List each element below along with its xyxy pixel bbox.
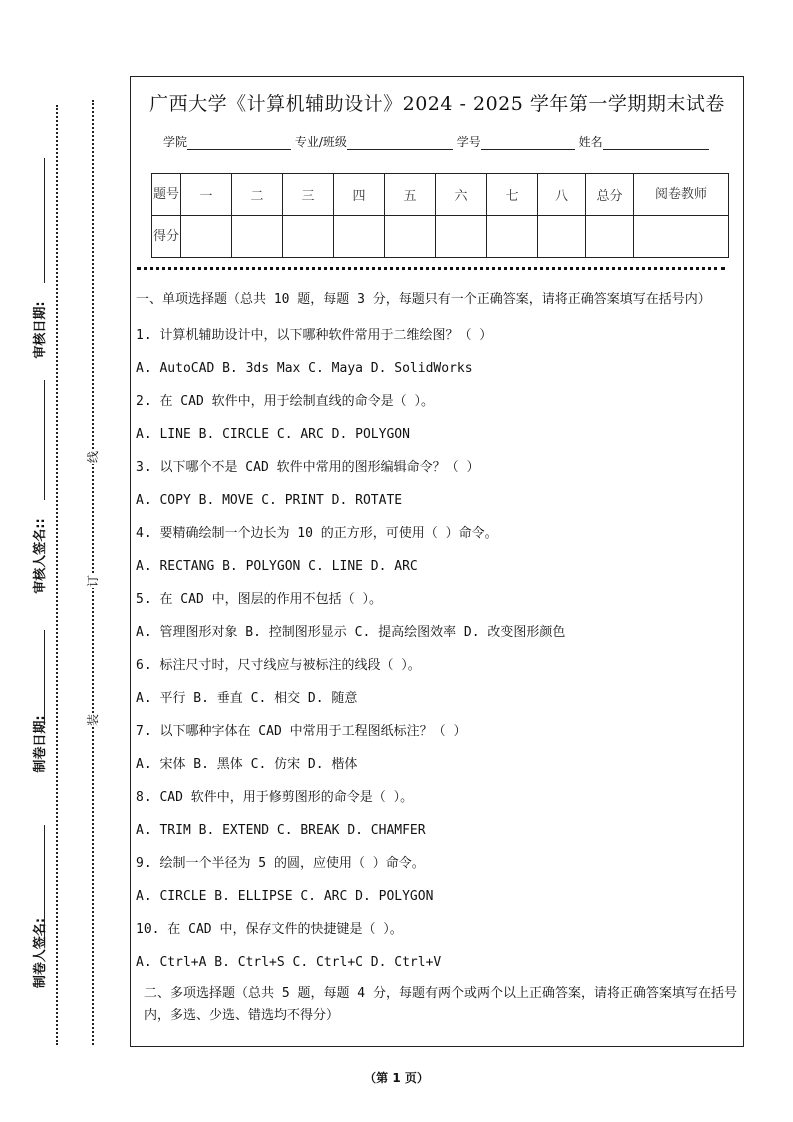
score-cell[interactable] [538, 216, 586, 258]
col-header-total: 总分 [586, 174, 634, 216]
dotted-separator [137, 267, 725, 270]
score-table [151, 173, 729, 258]
col-header: 六 [436, 174, 487, 216]
major-label: 专业/班级 [294, 135, 347, 149]
score-cell[interactable] [436, 216, 487, 258]
score-cell[interactable] [181, 216, 232, 258]
question-line: 6. 标注尺寸时，尺寸线应与被标注的线段（ ）。 [136, 658, 421, 673]
col-header-grader: 阅卷教师 [634, 174, 729, 216]
major-class-field[interactable] [347, 137, 453, 150]
score-cell[interactable] [334, 216, 385, 258]
score-cell[interactable] [385, 216, 436, 258]
name-label: 姓名 [578, 135, 603, 149]
score-cell[interactable] [283, 216, 334, 258]
college-label: 学院 [163, 135, 188, 149]
question-line: 1. 计算机辅助设计中，以下哪种软件常用于二维绘图？（ ） [136, 328, 493, 343]
compile-date-label: 制卷日期: [33, 715, 48, 773]
student-info-row [163, 133, 709, 150]
col-header: 四 [334, 174, 385, 216]
option-line: A. 宋体 B. 黑体 C. 仿宋 D. 楷体 [136, 757, 358, 772]
question-line: 8. CAD 软件中，用于修剪图形的命令是（ ）。 [136, 790, 414, 805]
question-line: 5. 在 CAD 中，图层的作用不包括（ ）。 [136, 592, 382, 607]
option-line: A. CIRCLE B. ELLIPSE C. ARC D. POLYGON [136, 889, 434, 904]
compiler-signature-label: 制卷人签名: [33, 917, 48, 989]
option-line: A. LINE B. CIRCLE C. ARC D. POLYGON [136, 427, 410, 442]
col-header: 八 [538, 174, 586, 216]
option-line: A. Ctrl+A B. Ctrl+S C. Ctrl+C D. Ctrl+V [136, 955, 442, 970]
student-id-field[interactable] [481, 137, 575, 150]
question-content [136, 289, 739, 1027]
question-line: 10. 在 CAD 中，保存文件的快捷键是（ ）。 [136, 922, 403, 937]
question-line: 4. 要精确绘制一个边长为 10 的正方形，可使用（ ）命令。 [136, 526, 498, 541]
reviewer-signature-line [44, 380, 45, 500]
reviewer-signature-label: 审核人签名:: [33, 518, 48, 594]
outer-dotted-line [56, 105, 58, 1045]
option-line: A. AutoCAD B. 3ds Max C. Maya D. SolidWorks [136, 361, 473, 376]
question-line: 9. 绘制一个半径为 5 的圆，应使用（ ）命令。 [136, 856, 425, 871]
col-header: 一 [181, 174, 232, 216]
question-line: 2. 在 CAD 软件中，用于绘制直线的命令是（ ）。 [136, 394, 434, 409]
score-label: 得分 [152, 216, 181, 258]
option-line: A. RECTANG B. POLYGON C. LINE D. ARC [136, 559, 418, 574]
question-line: 3. 以下哪个不是 CAD 软件中常用的图形编辑命令？（ ） [136, 460, 480, 475]
score-cell-total[interactable] [586, 216, 634, 258]
section-1-heading: 一、单项选择题（总共 10 题，每题 3 分，每题只有一个正确答案，请将正确答案填写在括号内） [136, 292, 711, 307]
option-line: A. 平行 B. 垂直 C. 相交 D. 随意 [136, 691, 358, 706]
col-header: 五 [385, 174, 436, 216]
question-line: 7. 以下哪种字体在 CAD 中常用于工程图纸标注？（ ） [136, 724, 467, 739]
section-2-heading: 二、多项选择题（总共 5 题，每题 4 分，每题有两个或两个以上正确答案，请将正确答案填写在括号内，多选、少选、错选均不得分） [144, 986, 737, 1023]
binding-char-staple: 订 [86, 575, 100, 588]
option-line: A. COPY B. MOVE C. PRINT D. ROTATE [136, 493, 403, 508]
option-line: A. 管理图形对象 B. 控制图形显示 C. 提高绘图效率 D. 改变图形颜色 [136, 625, 566, 640]
page-number: （第 1 页） [364, 1071, 429, 1085]
col-header: 三 [283, 174, 334, 216]
student-id-label: 学号 [456, 135, 481, 149]
score-cell[interactable] [232, 216, 283, 258]
binding-char-bind: 装 [86, 714, 100, 727]
option-line: A. TRIM B. EXTEND C. BREAK D. CHAMFER [136, 823, 426, 838]
inner-dotted-line [92, 100, 94, 1045]
score-table-header-row [152, 174, 729, 216]
binding-char-line: 线 [86, 451, 100, 464]
exam-frame [130, 76, 744, 1047]
score-table-score-row [152, 216, 729, 258]
name-field[interactable] [603, 137, 709, 150]
review-date-line [44, 158, 45, 283]
col-header: 七 [487, 174, 538, 216]
page-title: 广西大学《计算机辅助设计》2024 - 2025 学年第一学期期末试卷 [149, 93, 725, 115]
col-header: 二 [232, 174, 283, 216]
college-field[interactable] [187, 137, 291, 150]
review-date-label: 审核日期: [33, 301, 48, 359]
score-cell[interactable] [487, 216, 538, 258]
score-cell-grader[interactable] [634, 216, 729, 258]
question-number-label: 题号 [152, 174, 181, 216]
